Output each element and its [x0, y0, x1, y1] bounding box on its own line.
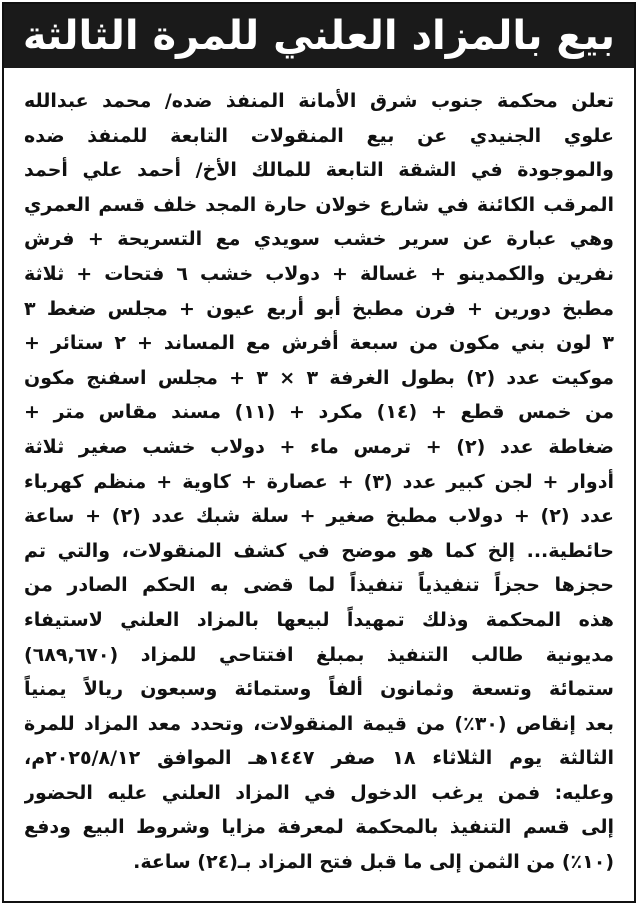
body-line: موكيت عدد (٢) بطول الغرفة ٣ × ٣ + مجلس اسفنج مكون [24, 366, 614, 389]
body-line: هذه المحكمة وذلك تمهيداً لبيعها بالمزاد العلني لاستيفاء [24, 608, 614, 631]
body-line: ضغاطة عدد (٢) + ترمس ماء + دولاب خشب صغير ثلاثة [24, 435, 614, 458]
body-line: ٣ لون بني مكون من سبعة أفرش مع المساند + ٢ ستائر + [24, 332, 614, 355]
notice-title: بيع بالمزاد العلني للمرة الثالثة [22, 13, 616, 59]
body-line: مديونية طالب التنفيذ بمبلغ افتتاحي للمزاد (٦٨٩,٦٧٠) [24, 643, 614, 666]
body-line: وعليه: فمن يرغب الدخول في المزاد العلني عليه الحضور [24, 781, 614, 804]
body-line: ستمائة وتسعة وثمانون ألفاً وستمائة وسبعون ريالاً يمنياً [24, 678, 614, 701]
notice-header [4, 4, 634, 68]
body-line: مطبخ دورين + فرن مطبخ أبو أربع عيون + مجلس ضغط ٣ [24, 297, 614, 320]
body-line: الثالثة يوم الثلاثاء ١٨ صفر ١٤٤٧هـ الموافق ٢٠٢٥/٨/١٢م، [24, 747, 614, 770]
body-line: وهي عبارة عن سرير خشب سويدي مع التسريحة + فرش [24, 228, 614, 251]
body-line: حائطية... إلخ كما هو موضح في كشف المنقولات، والتي تم [24, 539, 614, 562]
notice-body [24, 84, 614, 880]
body-line: عدد (٢) + دولاب مطبخ صغير + سلة شبك عدد (٢) + ساعة [24, 505, 614, 528]
body-line: بعد إنقاص (٣٠٪) من قيمة المنقولات، وتحدد معد المزاد للمرة [24, 712, 614, 735]
body-line: حجزها حجزاً تنفيذياً تنفيذاً لما قضى به الحكم الصادر من [24, 574, 614, 597]
body-line: والموجودة في الشقة التابعة للمالك الأخ/ أحمد علي أحمد [24, 159, 614, 182]
body-line: إلى قسم التنفيذ بالمحكمة لمعرفة مزايا وشروط البيع ودفع [24, 816, 614, 839]
body-line: (١٠٪) من الثمن إلى ما قبل فتح المزاد بـ(٢٤) ساعة. [133, 851, 614, 874]
body-line: علوي الجنيدي عن بيع المنقولات التابعة للمنفذ ضده [24, 124, 614, 147]
body-line: من خمس قطع + (١٤) مكرد + (١١) مسند مقاس متر + [24, 401, 614, 424]
body-line: المرقب الكائنة في شارع خولان حارة المجد خلف قسم العمري [24, 193, 614, 216]
body-line: نفرين والكمدينو + غسالة + دولاب خشب ٦ فتحات + ثلاثة [24, 262, 614, 285]
body-line: أدوار + لجن كبير عدد (٣) + عصارة + كاوية + منظم كهرباء [24, 470, 614, 493]
body-line: تعلن محكمة جنوب شرق الأمانة المنفذ ضده/ محمد عبدالله [24, 90, 614, 112]
court-auction-notice [2, 2, 636, 903]
